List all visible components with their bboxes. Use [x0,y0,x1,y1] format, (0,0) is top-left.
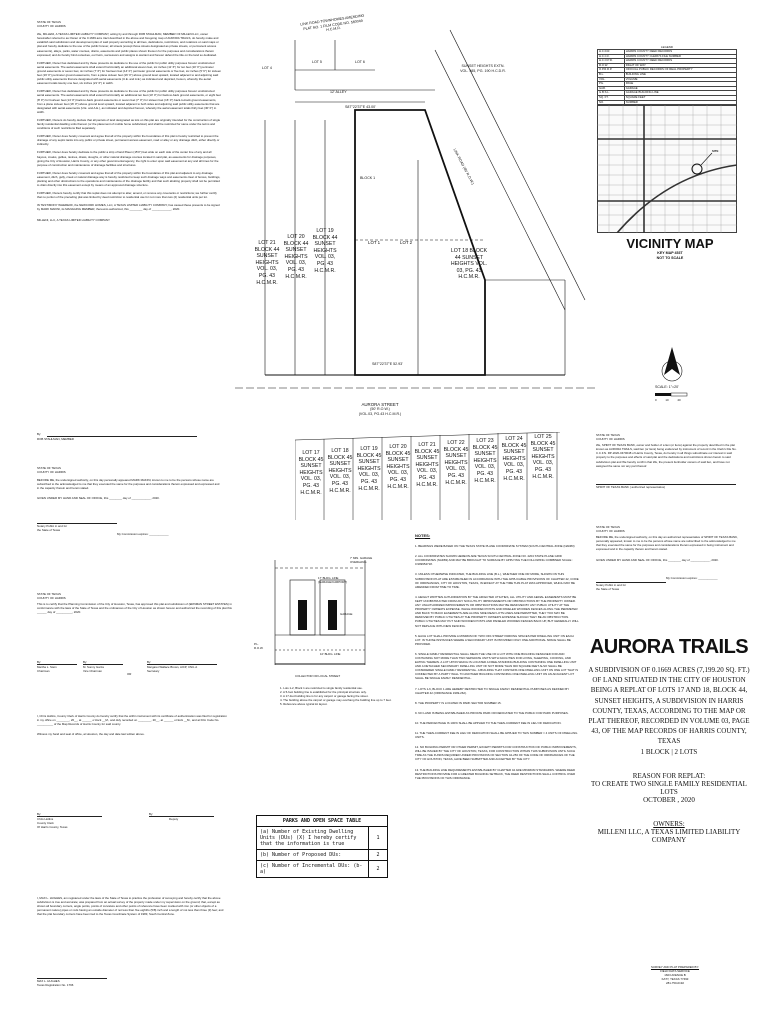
further-paragraph-4: FURTHER, Owner does hereby covenant and agree that all of the property within the boundaries of this plat is hereby restricted to prevent the drainage of any septic tanks into any public or private street, permanent access easement, road or alley or any drainage ditch, either directly or indirectly. [37,134,220,147]
ten-foot-building-line: 10' BLDG. LINE [320,652,341,656]
table-cell-value: 2 [369,861,388,878]
garage-building-line-note: 17' BLDG. LINE (GARAGE/CARPORT) [318,576,348,585]
or-label: OR [127,672,132,676]
south-lot-label: LOT 20 BLOCK 45 SUNSET HEIGHTS VOL. 03, PG. 43 H.C.M.R. [385,444,411,490]
county-heading: COUNTY OF HARRIS [37,596,66,601]
legend-abbr: R.O.W. [598,63,625,68]
legend-meaning: HARRIS COUNTY DEED RECORDS [624,59,736,64]
further-paragraph-1: FURTHER, Owner has dedicated and by these presents do dedicate to the use of the public for public utility purposes forever unobstructed aerial easements. The aerial easements shall extend horizontally an additional eleven feet, six inches (11' 6") for ten feet (10' 0") perimeter ground easements or seven feet, six inches (7' 6") for fourteen feet (14' 0") perimeter ground easements or five feet, six inches (5' 6") for sixteen feet (16' 0") perimeter ground easements, from a plane sixteen feet (16' 0") above ground level upward, located adjacent to and adjoining said public utility easements that are designated with aerial easements (U.E. and A.E.) as indicated and depicted, hereon, whereby the aerial easement totals twenty one feet, six inches (21' 6") in width. [37,60,222,86]
lot-21-block-44-label: LOT 21 BLOCK 44 SUNSET HEIGHTS VOL. 03, PG. 43 H.C.M.R. [254,240,280,286]
typical-lot-note: 4. The building above the carport or garage may overhang the building line up to 7 feet. [280,698,392,703]
note-item: 4. HEIGHT WRITTEN AUTHORIZATION BY THE AFFECTED UTILITIES, ALL UTILITY AND AERIAL EASEMENTS MUST BE KEPT UNOBSTRUCTED FROM ANY NON-UTILITY IMPROVEMENTS OR OBSTRUCTIONS BY THE PROPERTY OWNER. ANY UNAUTHORIZED IMPROVEMENTS OR OBSTRUCTIONS MAY BE REMOVED BY ANY PUBLIC UTILITY AT THE PROPERTY OWNER'S EXPENSE. WHILE WOODEN POSTS AND PANELED WOODEN FENCES ALONG THE PERIMETER AND BACK TO BACK EASEMENTS ARE ALONG SIDE REAR LOTS LINES ARE PERMITTED, THEY TOO MAY BE REMOVED BY PUBLIC UTILITIES AT THE PROPERTY OWNER'S EXPENSE SHOULD THEY BE AN OBSTRUCTION. PUBLIC UTILITIES MAY PUT SAID WOODEN POSTS AND PANELED WOODEN FENCES BACK UP, BUT GENERALLY WILL NOT REPLACE WITH NEW FENCING. [415,594,579,628]
legend-abbr: H.C.D.R. [598,50,625,55]
note-item: 5. EACH LOT SHALL PROVIDE A MINIMUM OF TWO OFF-STREET PARKING SPACES PER DWELLING UNIT ON EACH LOT. IN THOSE INSTANCES WHERE A SECONDARY UNIT IS PROVIDED ONLY ONE ADDITIONAL SPACE SHALL BE PROVIDED. [415,633,574,646]
survey-address: 1603 AVENUE B [664,973,686,978]
by-label: By: [149,812,154,816]
legend-abbr: SQ. FT. [598,96,625,101]
blocks-lots: 1 BLOCK | 2 LOTS [640,747,698,756]
row-label: R.O.W. [254,646,264,651]
link-road-name: LINK ROAD [452,148,466,167]
block-1-label: BLOCK 1 [360,176,376,180]
chairman-title: Chairman [37,669,50,674]
note-item: 9. NO LAND IS BEING ESTABLISHED AS PRIVATE PARK OR DEDICATED TO THE PUBLIC FOR PARK PURPOSES. [415,710,569,715]
clerk-name: Chris Hollins [37,817,54,822]
legend-meaning: BUILDING LINE [624,73,736,78]
note-item: 13. THE BUILDING LINE REQUIREMENTS ESTABLISHED BY CHAPTER 42 ARE MINIMUM STANDARDS. WHERE DEED RESTRICTIONS PROVIDE FOR A GREATER BUILDING SETBACK, THE DEED RESTRICTIONS SHALL CONTROL OVER THE PROVISIONS OF THIS ORDINANCE. [415,767,576,780]
vicinity-title: VICINITY MAP [626,236,714,251]
witness-line: Witness my hand and seal of office, at Houston, the day and date last written above. [37,732,145,737]
alley-label: 12' ALLEY [330,90,347,94]
garage-label: GARAGE [340,612,353,616]
reason-heading: REASON FOR REPLAT: [632,771,706,780]
owner-dedication [37,20,222,222]
pl-label: P.L. [254,642,259,646]
secretary-signature [147,660,227,673]
plat-date: OCTOBER , 2020 [643,795,695,804]
chairman-signature [37,660,79,673]
surveyor-company-block [640,965,710,985]
lot-5-label: LOT 5 [312,60,322,64]
aurora-street-row: (50' R.O.W.) [370,407,390,412]
commission-line: My Commission expires: ____________ [117,531,169,536]
legend-meaning: RIGHT OF WAY [624,63,736,68]
legend-meaning: OFFICIAL PUBLIC RECORDS OF REAL PROPERTY [624,68,736,73]
commission-line: My Commission expires: ____________ [666,575,718,580]
notes-block [415,534,580,786]
legend-meaning: GARAGE BUILDING LINE [624,91,736,96]
signer-name: ROB STAHLMAN, MEMBER [37,437,74,442]
note-item: 12. NO BUILDING PERMIT OR OTHER PERMIT, EXCEPT PERMITS FOR CONSTRUCTION OF PUBLIC IMPROVEMENTS, WILL BE ISSUED BY THE CITY OF HOUSTON, TEXAS, FOR CONSTRUCTION WITHIN THIS SUBDIVISION UNTIL SUCH TIME AS THE FUNDS REQUIRED UNDER PROVISIONS OF SECTION 42-253 OF THE CODE OF ORDINANCES OF THE CITY OF HOUSTON, TEXAS, HAVE BEEN SUBMITTED AND ACCEPTED BY THE CITY. [415,745,577,762]
deputy-signature [149,812,219,821]
owner-signature [37,432,222,441]
subdivision-title: AURORA TRAILS [589,636,749,658]
aurora-street-vol: (VOL.03, PG.43 H.C.M.R.) [358,412,402,416]
notary-label: Notary Public in and for [37,523,68,528]
lot-4-label: LOT 4 [262,66,272,70]
clerk-title: County Clerk [37,821,54,826]
lot-1-label: LOT 1 [368,240,381,245]
south-lot-label: LOT 19 BLOCK 45 SUNSET HEIGHTS VOL. 03, PG. 43 H.C.M.R. [356,446,382,492]
legend-meaning: VOLUME [624,77,736,82]
typical-lot-notes [280,686,405,706]
collector-street-label: COLLECTOR OR LOCAL STREET [295,674,341,678]
scale-tick: 20 [677,398,681,402]
south-lot-label: LOT 21 BLOCK 45 SUNSET HEIGHTS VOL. 03, PG. 43 H.C.M.R. [414,442,440,488]
south-lot-label: LOT 17 BLOCK 45 SUNSET HEIGHTS VOL. 03, PG. 43 H.C.M.R. [298,450,324,496]
acknowledgment-paragraph: BEFORE ME, the undersigned authority, on this day an authorized representative of SPIRIT OF TEXAS BANK, personally appeared, known to me to be the persons whose name are subscribed to the acknowledged to me that they executed the same for the purposes and considerations therein expressed in being instrument and expressed and in the capacity therein and herein stated. [596,535,738,552]
south-lot-label: LOT 22 BLOCK 45 SUNSET HEIGHTS VOL. 03, PG. 43 H.C.M.R. [443,440,469,486]
notes-title: NOTES: [415,533,431,538]
aurora-street-label [340,402,420,417]
planning-commission-block [37,592,237,616]
legend-meaning: HARRIS COUNTY DEED RECORDS [624,50,736,55]
by-label: By: [147,660,152,664]
by-label: By: [37,432,42,436]
owners-heading: OWNERS: [653,819,685,828]
by-label: By: [37,660,42,664]
clerk-signatures [37,812,227,842]
aurora-street-name: AURORA STREET [361,402,399,407]
survey-company: FIELD DATA SERVICE [660,969,690,974]
testimony-paragraph: IN TESTIMONY WHEREOF, the NEWCORK HOMES, LLC, A TEXAS LIMITED LIABILITY COMPANY, has caused these presents to be signed by MARK MAKINI, its MANAGING MEMBER, thereunto authorized, this ________ day of ____________, 2020. [37,203,220,212]
further-paragraph-2: FURTHER, Owner has dedicated and by these presents do dedicate to the use of the public for public utility purposes forever unobstructed aerial easements. The aerial easements shall extend horizontally an additional ten feet (10' 0") for back-to-back ground easements, or eight feet (8' 0") for fourteen feet (14' 0") back-to-back ground easements or seven feet (7' 0") for sixteen feet (16' 0") back-to-back ground easements, from a plane sixteen feet (16' 0") above ground level upward, located adjacent to both sides and adjoining said public utility easements that are designated with aerial easements (U.E. and A.E.), as indicated and depicted hereon, whereby the aerial easement totals thirty feet (30' 0") in width. [37,89,221,114]
plat-drawing [235,10,595,410]
scale-label: SCALE: 1"=20' [655,385,679,389]
lot-19-block-44-label: LOT 19 BLOCK 44 SUNSET HEIGHTS VOL. 03, PG. 43 H.C.M.R. [312,228,338,274]
surveyor-paragraph: I, MAX L. HUGHES, am registered under the laws of the State of Texas to practice the profession of surveying and hereby certify that the above subdivision is true and accurate; was prepared from an actual survey of the property made under my supervision on the ground; that, except as shown all boundary corners, angle points, points of curvature and other points of reference have been marked with iron (or other objects of a permanent nature) pipes or rods having an outside diameter of not less than five eighths (5/8) inch and a length of not less than three (3) feet; and that the plat boundary corners have been tied to the Texas Coordinate System of 1983, South Central Zone. [37,896,224,917]
owners-text: MILLENI LLC, A TEXAS LIMITED LIABILITY COMPANY [597,827,741,844]
note-item: 7. LOTS 1-6, BLOCK 1 ARE HEREBY RESTRICTED TO SINGLE FAMILY RESIDENTIAL PURPOSES AS DEFINED BY CHAPTER 42 (ORDINANCE 1999-262). [415,686,570,695]
clerk-county: Of Harris County, Texas [37,825,68,830]
link-road-townhomes-label: LINK ROAD TOWNHOMES AMENDING PLAT NO. 1 FILM CODE NO. 560049 H.C.M.R. [300,13,365,33]
further-paragraph-5: FURTHER, Owner does hereby dedicate to the public a strip of land fifteen (15'0") feet wide on each side of the center line of any and all bayous, creeks, gullies, ravines, draws, sloughs, or other natural drainage courses located in said plat, as easements for drainage purposes, giving the City of Houston, Harris County, or any other governmental agency, the right to enter upon said easement at any and all times for the purpose of construction and maintenance of drainage facilities and structures. [37,150,219,167]
legend-meaning: SQUARE FEET [624,96,736,101]
bearing-top: S87°22'37"E 43.00' [345,105,376,109]
table-header-row [257,816,388,827]
county-heading: COUNTY OF HARRIS [596,437,625,442]
further-paragraph-7: FURTHER, Owners hereby certify that this replat does not attempt to alter, amend, or remove any covenants or restrictions; we further certify that no portion of the preceding plat was limited by deed restriction to residential use for not more than two (2) residential units per lot. [37,191,217,200]
table-row [257,850,388,861]
county-heading: COUNTY OF HARRIS [37,470,66,475]
county-heading: COUNTY OF HARRIS [37,24,66,29]
key-map-label: KEY MAP 453T [657,251,683,255]
scale-ticks [655,398,695,402]
note-item: 10. THE PERCENTAGE IS 100% SHALL BE APPLIED TO THE THEN-CURRENT FEE IN LIEU OF DEDICATION. [415,720,562,725]
legend-abbr: VOL. [598,77,625,82]
commission-signatures [37,660,227,690]
south-lot-label: LOT 25 BLOCK 45 SUNSET HEIGHTS VOL. 03, PG. 43 H.C.M.R. [530,434,556,480]
typical-lot-note: 5. Reference above typical lot layout. [280,702,328,707]
bank-signature-label: SPIRIT OF TEXAS BANK ( authorized representative) [596,484,666,489]
by-label: By: [83,660,88,664]
note-item: 6. SINGLE FAMILY RESIDENTIAL SHALL MEAN THE USE OF A LOT WITH ONE BUILDING DESIGNED FOR AND CONTAINING NOT MORE THAN TWO SEPARATE UNITS WITH FACILITIES FOR LIVING, SLEEPING, COOKING, AND EATING THEREIN. A LOT UPON WHICH IS LOCATED A FREE-STANDING BUILDING CONTAINING ONE DWELLING UNIT AND A DETACHED SECONDARY DWELLING UNIT OF NOT MORE THAN 900 SQUARE FEET ALSO SHALL BE CONSIDERED SINGLE FAMILY RESIDENTIAL. A BUILDING THAT CONTAINS ONE DWELLING UNIT ON ONE LOT THAT IS CONNECTED BY A PARTY WALL TO ANOTHER BUILDING CONTAINING ONE DWELLING UNIT ON AN ADJACENT LOT SHALL BE SINGLE FAMILY RESIDENTIAL. [415,651,579,681]
legend-abbr: PG. [598,82,625,87]
not-to-scale-label: NOT TO SCALE [656,255,684,260]
survey-city: KATY, TEXAS 77493 [661,977,689,982]
given-line: GIVEN UNDER MY HAND AND SEAL OF OFFICE, this ________ day of ____________, 2020. [596,557,719,562]
legend-abbr: O.P.R.R.P. [598,68,625,73]
legend-title: LEGEND [661,45,673,49]
bearing-bottom: S87°22'37"E 52.93' [372,362,403,366]
deputy-label: Deputy [169,817,179,822]
surveyor-name: MAX L. HUGHES [37,979,60,983]
parks-open-space-table [256,815,388,878]
scale-tick: 0 [655,398,657,402]
note-item: 1. BEARINGS WERE BASED ON THE TEXAS STATE PLANE COORDINATE SYSTEM (SOUTH CENTRAL ZONE (NAD83) [415,544,575,549]
note-item: 8. THE PROPERTY IS LOCATED IN PARK SECTOR NUMBER 15. [415,700,502,705]
legend-abbr: G.B.S.L. [598,91,625,96]
legend-abbr: B.L. [598,73,625,78]
further-paragraph-3: FURTHER, Owners do hereby declare that all parcels of land designated as lots on this plat are originally intended for the construction of single family residential dwelling units thereon (or the placement of mobile home subdivision) and shall be restricted for same under the terms and conditions of such restrictions filed separately. [37,117,221,131]
table-cell-label: (a) Number of Existing Dwelling Units (DUs) (X) I hereby certify that the information is true [257,827,369,850]
chairman-name: Martha L. Stein [37,665,57,670]
scale-tick: 10 [665,398,669,402]
state-heading: STATE OF TEXAS [37,20,61,24]
further-paragraph-6: FURTHER, Owner does hereby covenant and agree that all of the property within the boundaries of this plat and adjacent to any drainage easement, ditch, gully, creek or natural drainage way is hereby restricted to keep such drainage ways and easements clear of fences, buildings, planting and other obstructions to the operations and maintenance of the drainage facility and that such abutting property shall not be permitted to drain directly into this easement except by means of an approved drainage structure. [37,170,221,188]
link-road-width: (60' R.O.W.) [462,165,475,186]
company-name: MILLENI, LLC, A TEXAS LIMITED LIABILITY COMPANY [37,217,110,222]
legend-abbr: GAR. [598,86,625,91]
legend-table [597,49,737,105]
table-cell-value: 1 [369,827,388,850]
planning-paragraph: This is to certify that the Planning Commission of the City of Houston, Texas, has approved this plat and subdivision of (ERNMAN STREET ESTATES) in conformance with the laws of the State of Texas and the ordinances of the City of Houston as shown hereon and authorized the recording of this plat this ______ day of __________, 2020. [37,602,232,615]
legend-meaning: GARAGE [624,86,736,91]
title-block [588,636,750,844]
typical-lot-note: 2. A 5-foot building line is established for the principal structure only. [280,690,367,695]
typical-lot-note: 1. Lots 1-2, Block 1 are restricted to single family residential use. [280,686,363,690]
note-item: 11. THE THEN-CURRENT FEE IN LIEU OF DEDICATION SHALL BE APPLIED TO THIS NUMBER = 4 UNITS OF DWELLING UNITS. [415,731,578,740]
lot-18-block-44-label: LOT 18 BLOCK 44 SUNSET HEIGHTS VOL. 03, PG. 43 H.C.M.R. [450,248,488,281]
surveyor-certificate [37,896,227,916]
secretary-title: Secretary [147,669,160,674]
lien-paragraph: We, SPIRIT OF TEXAS BANK, owner and holder of a lien (or liens) against the property described in the plat known as AURORA TRAILS, said lien (or liens) being evidenced by instrument of record in the Clerk's File No. C.C.F.N. RP-2020-0470048 of Harris County, Texas, do hereby in all things subordinate our interest in said property to the purposes and effects of said plat and the dedications and restrictions shown herein to said subdivision plat and We hereby confirm that We, the present lienholder owners of said lien, and have not assigned the same nor any part thereof. [596,443,737,468]
notary-state: the State of Texas [37,527,61,532]
legend-abbr: H.C.C.F. [598,54,625,59]
table-row [257,861,388,878]
sunset-heights-extn-label: SUNSET HEIGHTS EXTN. VOL. 485, PG. 190 H.C.D.R. [460,64,506,73]
clerk-paragraph: I, Chris Hollins, County Clerk of Harris County do hereby certify that the within instrument with its certificate of authentication was filed for registration in my office on ________, 20__, at ______ o'clock __M., and duly recorded on ________, 20__, at ______ o'clock __M., and at Film Code No. __________ of the Map Records of Harris County for said county. [37,714,227,727]
legend-meaning: HARRIS COUNTY CLERK'S FILE NUMBER [624,54,736,59]
legend-box [597,45,737,105]
legend-abbr: NO. [598,100,625,105]
note-item: 2. ALL COORDINATES SHOWN HEREON ARE TEXAS SOUTH CENTRAL ZONE NO. 4204 STATE PLANE GRID COORDINATES (NAD83) AND MAY BE BROUGHT TO SURFACE BY APPLYING THE FOLLOWING COMBINED SCALE : 0.999954718. [415,554,574,567]
by-label: By: [37,812,42,816]
south-lot-label: LOT 23 BLOCK 45 SUNSET HEIGHTS VOL. 03, PG. 43 H.C.M.R. [472,438,498,484]
vicinity-caption [620,236,720,260]
state-heading: STATE OF TEXAS [596,525,620,529]
lot-2-label: LOT 2 [400,240,413,245]
acknowledgment-paragraph: BEFORE ME, the undersigned authority, on this day personally appeared MARK MAKINI, known to me to be the persons whose name are subscribed to the acknowledged to me that they executed the same for the purposes and considerations therein expressed and expressed and in the capacity therein and herein stated. [37,478,220,491]
legend-meaning: PAGE [624,82,736,87]
legend-abbr: H.C.O.P.R. [598,59,625,64]
vice-chairman-signature [83,660,125,673]
state-heading: STATE OF TEXAS [37,592,61,596]
surveyor-registration: Texas Registration No. 1796 [37,983,74,988]
lot-6-label: LOT 6 [355,60,365,64]
vicinity-site-label: SITE [712,149,719,153]
garage-overhang-note: 7' MIN. GARAGE OVERHANG [350,556,373,565]
table-row [257,827,388,850]
clerk-signature [37,812,107,829]
property-line-label [254,642,274,650]
county-clerk-block [37,714,227,742]
notary-block-2 [596,525,741,591]
south-lot-label: LOT 18 BLOCK 45 SUNSET HEIGHTS VOL. 03, PG. 43 H.C.M.R. [327,448,353,494]
vicinity-map [597,105,737,233]
table-cell-label: (c) Number of Incremental DUs: (b-a) [257,861,369,878]
reason-text: TO CREATE TWO SINGLE FAMILY RESIDENTIAL LOTS [591,779,747,796]
table-cell-value: 2 [369,850,388,861]
subdivision-description: A SUBDIVISION OF 0.1669 ACRES (7,199.20 SQ. FT.) OF LAND SITUATED IN THE CITY OF HOUSTON BEING A REPLAT OF LOTS 17 AND 18, BLOCK 44, SUNSET HEIGHTS, A SUBDIVISION IN HARRIS COUNTY, TEXAS, ACCORDING TO THE MAP OR PLAT THEREOF, RECORDED IN VOLUME 03, PAGE 43, OF THE MAP RECORDS OF HARRIS COUNTY, TEXAS [588,666,750,746]
state-heading: STATE OF TEXAS [596,433,620,437]
secretary-name: Margaret Wallace Brown, AICP, CNU-A [147,665,198,670]
vice-chairman-title: Vice Chairman [83,669,102,674]
vice-chairman-name: M. Sonny Garza [83,665,104,670]
notary-state: the State of Texas [596,586,620,591]
lot-20-block-44-label: LOT 20 BLOCK 44 SUNSET HEIGHTS VOL. 03, PG. 43 H.C.M.R. [283,234,309,280]
state-heading: STATE OF TEXAS [37,466,61,470]
south-lot-label: LOT 24 BLOCK 45 SUNSET HEIGHTS VOL. 03, PG. 43 H.C.M.R. [501,436,527,482]
legend-meaning: NUMBER [624,100,736,105]
table-cell-label: (b) Number of Proposed DUs: [257,850,369,861]
given-line: GIVEN UNDER MY HAND AND SEAL OF OFFICE, this ________ day of ____________, 2020. [37,496,160,501]
note-item: 3. UNLESS OTHERWISE INDICATED, THE BUILDING LINE (B.L.), WHETHER ONE OR MORE, SHOWN ON THIS SUBDIVISION PLAT ARE ESTABLISHED IN ACCORDANCE WITH THE APPLICABLE PROVISIONS OF CHAPTER 42, CODE OF ORDINANCES, CITY OF HOUSTON, TEXAS, IN EFFECT AT THE TIME THIS PLAT WAS APPROVED, WHICH MAY BE AMENDED FROM TIME TO TIME. [415,572,579,589]
survey-phone: 281-750-0192 [665,981,684,986]
typical-lot-note: 3. A 17-foot building line is for any carport or garage facing the street. [280,694,369,699]
surveyor-signature [37,978,127,987]
south-lots-lines [295,432,565,522]
lienholder-block [596,433,741,489]
survey-heading: SURVEY AND PLAT PREPARED BY: [650,965,700,969]
table-title: PARKS AND OPEN SPACE TABLE [257,816,388,827]
county-heading: COUNTY OF HARRIS [596,529,625,534]
notary-block-1 [37,466,222,536]
dedication-paragraph: We, MILLENI, A TEXAS LIMITED LIABILITY COMPANY, acting by and through ROB STAHLMAN, MEMBER OF MILLENI LLC, owner hereinafter referred to as Owner of the 0.1669 acre tract described in the above and foregoing map of AURORA TRAILS, do hereby make and establish said subdivision and development plan of said property according to all lines, dedications, restrictions, and notations on said maps or plat and hereby dedicate to the use of the public forever, all streets (except those streets designated as private streets, or permanent access easements), alleys, parks, water courses, drains, easements and public places shown thereon for the purposes and considerations therein expressed; and do hereby bind ourselves, our heirs, successors and assigns to warrant and forever defend the title on the land so dedicated. [37,32,219,57]
notary-label: Notary Public in and for [596,582,627,587]
